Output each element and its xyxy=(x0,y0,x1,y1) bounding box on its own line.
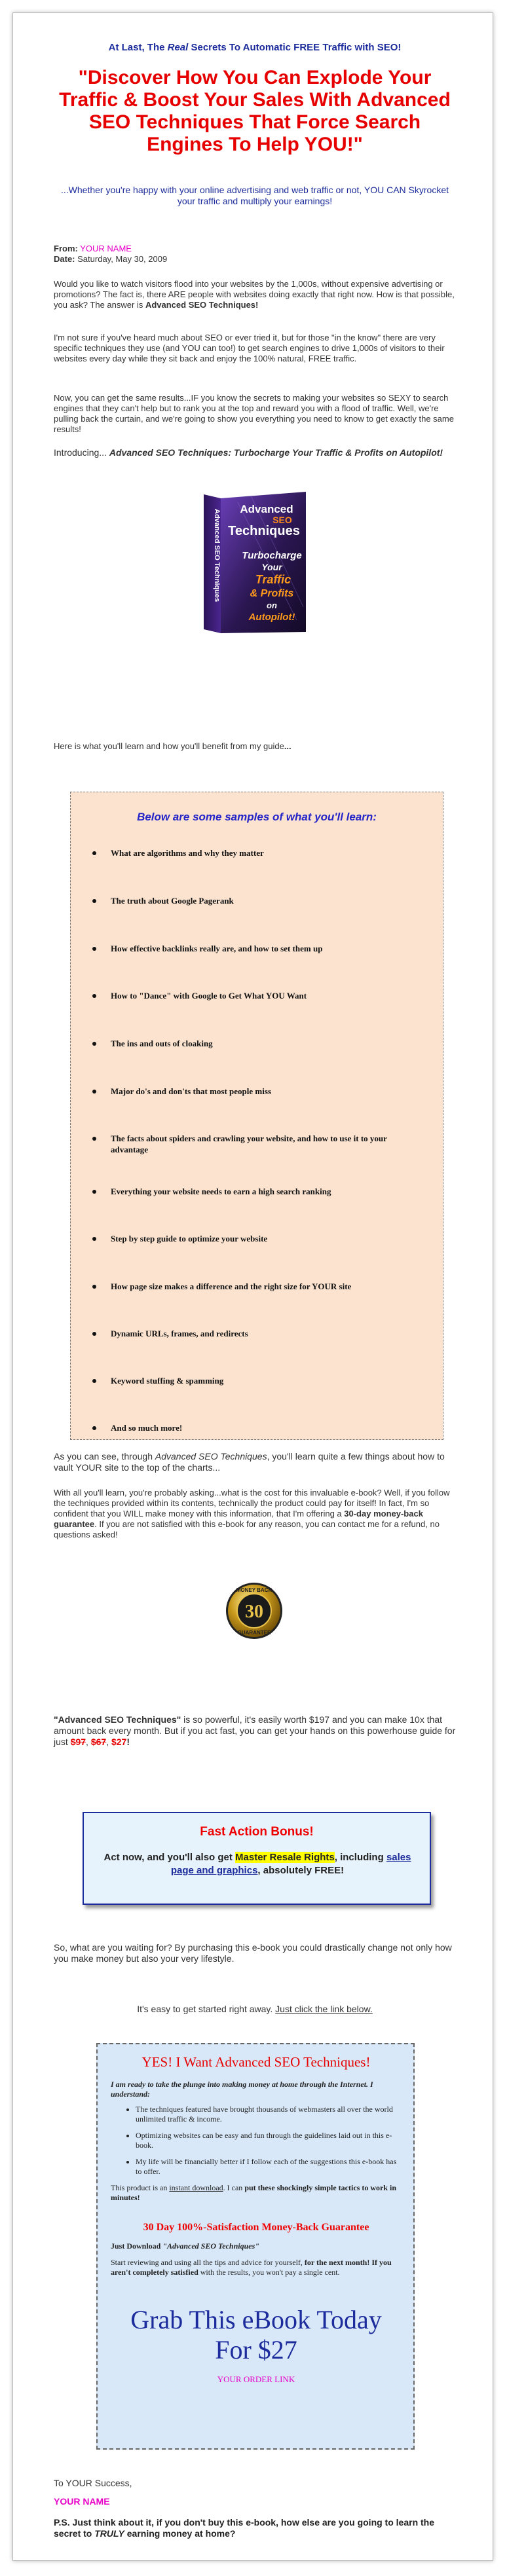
download-line: Just Download "Advanced SEO Techniques" xyxy=(111,2241,259,2251)
ebook-cover-image xyxy=(198,489,310,637)
list-item: The truth about Google Pagerank xyxy=(92,895,407,906)
old-price-1: $97 xyxy=(70,1737,86,1747)
old-price-2: $67 xyxy=(90,1737,107,1747)
real-word: Real xyxy=(167,42,189,53)
cover-tag-4: & Profits xyxy=(250,588,294,599)
list-item: • Optimizing websites can be easy and fun through the guidelines laid out in this e-book. xyxy=(136,2131,402,2150)
bullet-icon xyxy=(92,994,96,998)
get-started-line: It's easy to get started right away. Just click the link below. xyxy=(137,2004,373,2014)
signoff-line: To YOUR Success, xyxy=(54,2478,132,2488)
order-link-container xyxy=(111,2374,402,2384)
learn-intro: Here is what you'll learn and how you'll benefit from my guide... xyxy=(54,741,291,751)
grab-ebook-headline: Grab This eBook Today For $27 xyxy=(130,2305,382,2364)
cover-tag-1: Turbocharge xyxy=(242,550,302,561)
bullet-icon xyxy=(92,1190,96,1194)
list-item: How effective backlinks really are, and how to set them up xyxy=(92,943,407,954)
click-below-link[interactable]: Just click the link below. xyxy=(275,2004,373,2014)
cover-tag-3: Traffic xyxy=(255,573,291,586)
list-item: How page size makes a difference and the right size for YOUR site xyxy=(92,1281,407,1292)
intro-paragraph-1: Would you like to watch visitors flood into your websites by the 1,000s, without expensive advertising or promotions? The fact is, there ARE people with websites doing exactly that right now. How is that possible, you ask? The answer is Advanced SEO Techniques! xyxy=(54,279,455,310)
bullet-icon xyxy=(92,1137,96,1141)
after-paragraph-1: As you can see, through Advanced SEO Techniques, you'll learn quite a few things about how to vault YOUR site to the top of the charts... xyxy=(54,1451,445,1473)
list-item: What are algorithms and why they matter xyxy=(92,847,407,858)
bullet-icon xyxy=(92,947,96,951)
intro-paragraph-3: Now, you can get the same results...IF you know the secrets to making your websites so SEXY to search engines that they can't help but to rank you at the top and reward you with a flood of traffic. Well, we're pulling back the curtain, and we're going to show you everything you need to know to get exactly the same results! xyxy=(54,393,454,434)
order-link[interactable]: YOUR ORDER LINK xyxy=(217,2374,295,2384)
instant-download-text: This product is an instant download. I can put these shockingly simple tactics to work in minutes! xyxy=(111,2183,396,2202)
intro-paragraph-2: I'm not sure if you've heard much about SEO or ever tried it, but for those "in the know" there are very specific techniques they use (and YOU can too!) to get search engines to drive 1,000s of visitors to their websites every day while they sit back and enjoy the 100% natural, FREE traffic. xyxy=(54,333,445,363)
signoff-name: YOUR NAME xyxy=(54,2496,110,2507)
order-ready-text: I am ready to take the plunge into making money at home through the Internet. I understand: xyxy=(111,2080,373,2099)
from-line: From: YOUR NAME xyxy=(54,244,132,253)
guarantee-heading: 30 Day 100%-Satisfaction Money-Back Guarantee xyxy=(143,2222,369,2233)
bullet-icon xyxy=(92,1090,96,1094)
bonus-title: Fast Action Bonus! xyxy=(200,1825,314,1839)
start-reviewing-text: Start reviewing and using all the tips and advice for yourself, for the next month! If you aren't completely satisfied with the results, you won't pay a single cent. xyxy=(111,2258,392,2277)
cover-title-2: SEO xyxy=(272,515,292,525)
list-item: • My life will be financially better if I follow each of the suggestions this e-book has to offer. xyxy=(136,2157,402,2177)
top-headline: At Last, The Real Secrets To Automatic FREE Traffic with SEO! xyxy=(108,42,402,53)
bullet-icon xyxy=(92,1426,96,1430)
sales-page xyxy=(12,12,493,2561)
new-price: $27 xyxy=(111,1737,127,1747)
closing-paragraph: So, what are you waiting for? By purchasing this e-book you could drastically change not only how you make money but also your very lifestyle. xyxy=(54,1942,452,1964)
cover-tag-6: Autopilot! xyxy=(248,612,295,623)
bullet-icon xyxy=(92,1332,96,1336)
list-item: Major do's and don'ts that most people miss xyxy=(92,1086,407,1097)
ps-paragraph: P.S. Just think about it, if you don't buy this e-book, how else are you going to learn the secret to TRULY earning money at home? xyxy=(54,2517,435,2539)
order-box xyxy=(96,2043,415,2450)
seal-bottom-text: GUARANTEE xyxy=(237,1630,271,1636)
order-bullet-list xyxy=(111,2105,402,2177)
introducing-line: Introducing... Advanced SEO Techniques: Turbocharge Your Traffic & Profits on Autopilot! xyxy=(54,447,443,458)
list-item: Dynamic URLs, frames, and redirects xyxy=(92,1328,407,1339)
cover-title-1: Advanced xyxy=(240,503,293,515)
bullet-icon xyxy=(92,1379,96,1383)
list-item: • The techniques featured have brought thousands of webmasters all over the world unlimited traffic & income. xyxy=(136,2105,402,2124)
date-line: Date: Saturday, May 30, 2009 xyxy=(54,254,168,264)
order-heading: YES! I Want Advanced SEO Techniques! xyxy=(141,2054,371,2070)
list-item: Everything your website needs to earn a high search ranking xyxy=(92,1186,407,1197)
cover-title-3: Techniques xyxy=(228,524,300,538)
samples-box xyxy=(70,792,443,1440)
bullet-icon xyxy=(92,1237,96,1241)
fast-action-bonus-box xyxy=(83,1812,431,1905)
list-item: Keyword stuffing & spamming xyxy=(92,1375,407,1386)
list-item: How to "Dance" with Google to Get What YOU Want xyxy=(92,990,407,1001)
after-paragraph-2: With all you'll learn, you're probably asking...what is the cost for this invaluable e-book? Well, if you follow the techniques provided within its contents, technically the product could pay for itself! In fact, I'm so confident that you WILL make money with this information, that I'm offering a 30-day money-back guarantee. If you are not satisfied with this e-book for any reason, you can contact me for a refund, no questions asked! xyxy=(54,1488,450,1539)
list-item: And so much more! xyxy=(92,1422,407,1433)
bullet-icon xyxy=(92,1042,96,1046)
seal-top-text: MONEY BACK xyxy=(236,1587,272,1593)
sales-page-graphics-link[interactable]: sales page and graphics xyxy=(170,1852,411,1876)
list-item: Step by step guide to optimize your website xyxy=(92,1233,407,1244)
resale-rights-highlight: Master Resale Rights xyxy=(235,1852,335,1863)
seal-number: 30 xyxy=(245,1602,263,1622)
cover-spine-text: Advanced SEO Techniques xyxy=(213,509,221,602)
price-paragraph: "Advanced SEO Techniques" is so powerful, it's easily worth $197 and you can make 10x that amount back every month. But if you act fast, you can get your hands on this powerhouse guide for just $97, $67, $27! xyxy=(54,1714,456,1747)
cover-tag-2: Your xyxy=(261,562,282,572)
bullet-icon xyxy=(92,899,96,903)
main-headline: "Discover How You Can Explode Your Traffic & Boost Your Sales With Advanced SEO Techniques That Force Search Engines To Help YOU!" xyxy=(59,67,451,155)
money-back-seal-icon xyxy=(225,1582,283,1640)
bonus-body: Act now, and you'll also get Master Resale Rights, including sales page and graphics, absolutely FREE! xyxy=(103,1852,411,1876)
bullet-icon xyxy=(92,1285,96,1289)
list-item: The ins and outs of cloaking xyxy=(92,1038,407,1049)
cover-tag-5: on xyxy=(267,600,277,610)
list-item: The facts about spiders and crawling your website, and how to use it to your advantage xyxy=(92,1133,407,1155)
sub-headline: ...Whether you're happy with your online advertising and web traffic or not, YOU CAN Skyrocket your traffic and multiply your earnings! xyxy=(61,185,449,206)
samples-heading: Below are some samples of what you'll learn: xyxy=(137,811,377,823)
bullet-icon xyxy=(92,851,96,855)
